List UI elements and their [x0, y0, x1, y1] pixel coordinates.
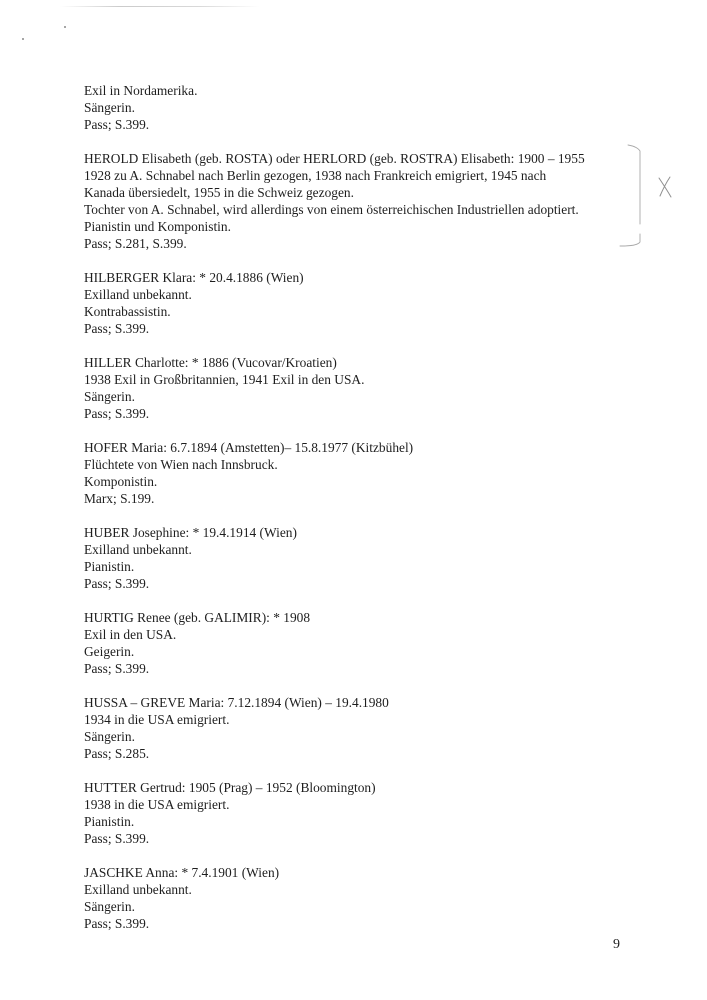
entry-line: Pass; S.281, S.399.	[84, 236, 187, 251]
entry-line: 1938 in die USA emigriert.	[84, 797, 230, 812]
document-body	[84, 82, 644, 949]
scan-edge-line	[60, 6, 260, 7]
entry-heading: HURTIG Renee (geb. GALIMIR): * 1908	[84, 610, 311, 625]
entry-line: Pass; S.399.	[84, 117, 150, 132]
entry-line: Geigerin.	[84, 644, 135, 659]
entry-line: Flüchtete von Wien nach Innsbruck.	[84, 457, 278, 472]
entry-line: Pass; S.285.	[84, 746, 150, 761]
entry-heading: HUSSA – GREVE Maria: 7.12.1894 (Wien) – 19.4.1980	[84, 695, 389, 710]
entry-hussa-greve	[84, 694, 644, 762]
entry-herold	[84, 150, 644, 252]
entry-line: Sängerin.	[84, 389, 135, 404]
entry-line: Sängerin.	[84, 729, 135, 744]
entry-line: Sängerin.	[84, 899, 135, 914]
entry-line: 1928 zu A. Schnabel nach Berlin gezogen, 1938 nach Frankreich emigriert, 1945 nach	[84, 168, 547, 183]
entry-heading: HUTTER Gertrud: 1905 (Prag) – 1952 (Bloomington)	[84, 780, 376, 795]
entry-line: Pass; S.399.	[84, 321, 150, 336]
entry-line: Sängerin.	[84, 100, 135, 115]
entry-line: Tochter von A. Schnabel, wird allerdings von einem österreichischen Industriellen adoptiert.	[84, 202, 579, 217]
entry-hurtig	[84, 609, 644, 677]
entry-heading: HEROLD Elisabeth (geb. ROSTA) oder HERLORD (geb. ROSTRA) Elisabeth: 1900 – 1955	[84, 151, 585, 166]
entry-hutter	[84, 779, 644, 847]
entry-hofer	[84, 439, 644, 507]
entry-continued	[84, 82, 644, 133]
page-number: 9	[613, 937, 620, 952]
entry-heading: HUBER Josephine: * 19.4.1914 (Wien)	[84, 525, 297, 540]
pencil-x-mark	[655, 175, 675, 199]
entry-jaschke	[84, 864, 644, 932]
entry-line: Exilland unbekannt.	[84, 287, 192, 302]
entry-line: Pass; S.399.	[84, 406, 150, 421]
entry-line: Pass; S.399.	[84, 661, 150, 676]
entry-line: Exilland unbekannt.	[84, 882, 192, 897]
scan-speck	[64, 26, 66, 28]
entry-heading: HILBERGER Klara: * 20.4.1886 (Wien)	[84, 270, 304, 285]
entry-hilberger	[84, 269, 644, 337]
entry-heading: HILLER Charlotte: * 1886 (Vucovar/Kroatien)	[84, 355, 337, 370]
entry-line: Kanada übersiedelt, 1955 in die Schweiz gezogen.	[84, 185, 354, 200]
scan-speck	[22, 38, 24, 40]
entry-line: 1934 in die USA emigriert.	[84, 712, 230, 727]
entry-line: Pass; S.399.	[84, 831, 150, 846]
entry-line: Marx; S.199.	[84, 491, 155, 506]
entry-line: Pass; S.399.	[84, 576, 150, 591]
entry-line: Exilland unbekannt.	[84, 542, 192, 557]
entry-hiller	[84, 354, 644, 422]
entry-heading: HOFER Maria: 6.7.1894 (Amstetten)– 15.8.1977 (Kitzbühel)	[84, 440, 414, 455]
entry-line: Kontrabassistin.	[84, 304, 171, 319]
entry-line: Pianistin.	[84, 814, 135, 829]
entry-line: Exil in Nordamerika.	[84, 83, 198, 98]
entry-huber	[84, 524, 644, 592]
entry-line: Exil in den USA.	[84, 627, 177, 642]
entry-line: Pianistin.	[84, 559, 135, 574]
entry-line: Pianistin und Komponistin.	[84, 219, 231, 234]
entry-line: 1938 Exil in Großbritannien, 1941 Exil in den USA.	[84, 372, 365, 387]
pencil-bracket-mark	[600, 142, 650, 252]
entry-line: Komponistin.	[84, 474, 158, 489]
entry-line: Pass; S.399.	[84, 916, 150, 931]
entry-heading: JASCHKE Anna: * 7.4.1901 (Wien)	[84, 865, 280, 880]
